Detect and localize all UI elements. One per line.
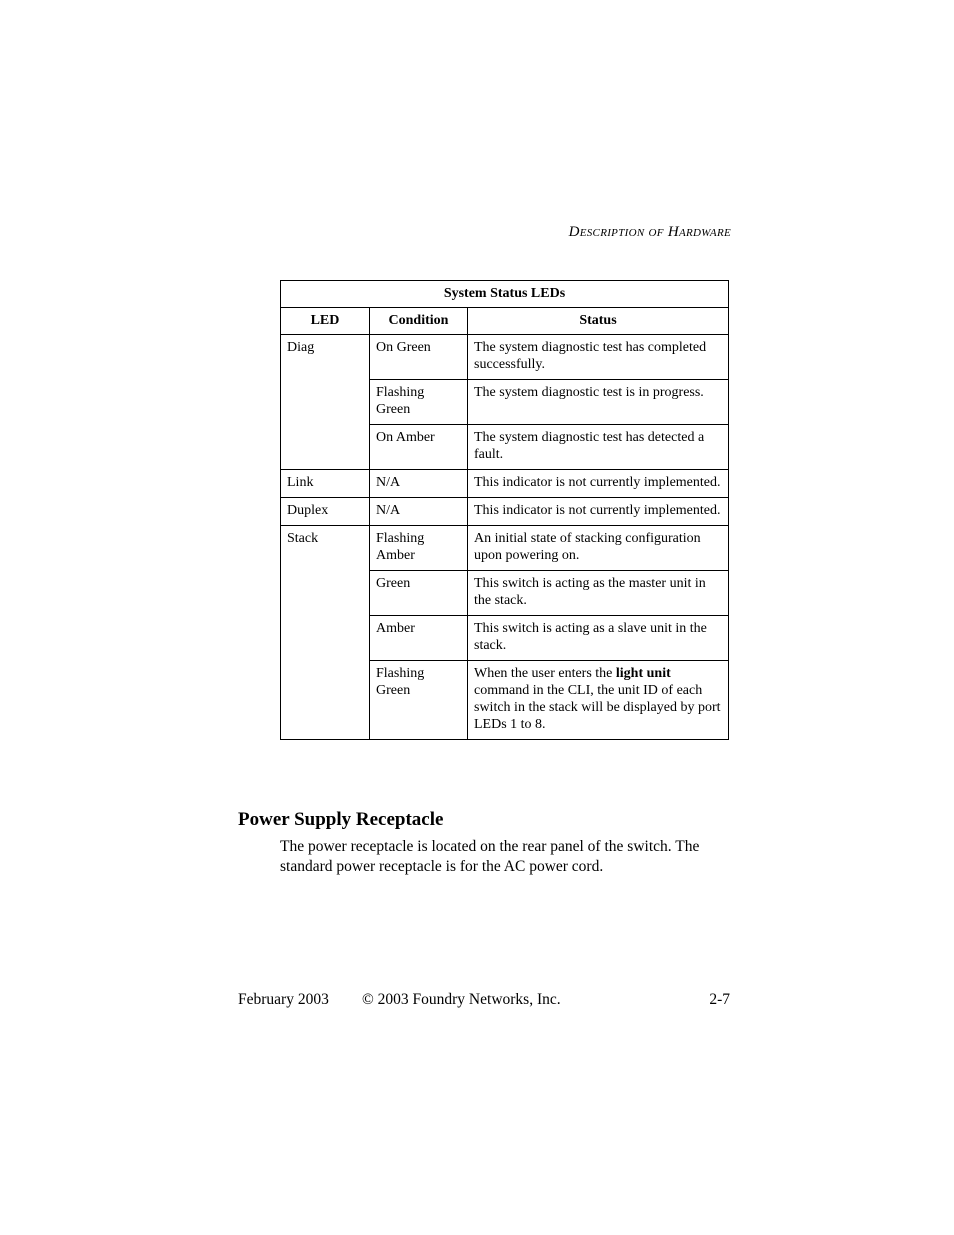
running-head: Description of Hardware [568, 224, 731, 240]
header-status: Status [468, 308, 729, 335]
condition-cell: On Green [370, 335, 468, 380]
table-row [281, 526, 729, 571]
status-cell: The system diagnostic test has completed successfully. [468, 335, 729, 380]
status-cell: This switch is acting as the master unit in the stack. [468, 571, 729, 616]
condition-cell: Flashing Green [370, 380, 468, 425]
header-condition: Condition [370, 308, 468, 335]
condition-cell: On Amber [370, 425, 468, 470]
led-cell [281, 616, 370, 661]
table-title-row [281, 281, 729, 308]
table-title: System Status LEDs [281, 281, 729, 308]
table-row [281, 498, 729, 526]
status-cell: This indicator is not currently implemented. [468, 470, 729, 498]
led-cell: Link [281, 470, 370, 498]
system-status-leds-table [280, 280, 729, 740]
led-cell: Diag [281, 335, 370, 380]
status-cell [468, 661, 729, 740]
table-row [281, 616, 729, 661]
condition-cell: Amber [370, 616, 468, 661]
led-cell [281, 425, 370, 470]
table-row [281, 661, 729, 740]
page-footer [238, 991, 730, 1011]
status-text-pre: When the user enters the [474, 666, 616, 681]
status-cell: The system diagnostic test is in progress. [468, 380, 729, 425]
status-text-post: command in the CLI, the unit ID of each switch in the stack will be displayed by port LEDs 1 to 8. [474, 683, 721, 732]
table-row [281, 335, 729, 380]
footer-copyright: © 2003 Foundry Networks, Inc. [362, 991, 561, 1008]
condition-cell: N/A [370, 470, 468, 498]
led-cell: Duplex [281, 498, 370, 526]
table-row [281, 571, 729, 616]
table-row [281, 425, 729, 470]
command-name: light unit [615, 666, 671, 681]
condition-cell: Flashing Amber [370, 526, 468, 571]
condition-cell: N/A [370, 498, 468, 526]
status-cell: The system diagnostic test has detected a fault. [468, 425, 729, 470]
page-number: 2-7 [709, 991, 730, 1008]
table-header-row [281, 308, 729, 335]
led-cell: Stack [281, 526, 370, 571]
status-cell: This switch is acting as a slave unit in the stack. [468, 616, 729, 661]
led-cell [281, 380, 370, 425]
status-cell: This indicator is not currently implemented. [468, 498, 729, 526]
table-row [281, 470, 729, 498]
footer-date: February 2003 [238, 991, 329, 1008]
condition-cell: Flashing Green [370, 661, 468, 740]
section-heading: Power Supply Receptacle [238, 809, 444, 830]
section-body: The power receptacle is located on the rear panel of the switch. The standard power receptacle is for the AC power cord. [280, 838, 700, 875]
status-cell: An initial state of stacking configuration upon powering on. [468, 526, 729, 571]
led-cell [281, 571, 370, 616]
led-cell [281, 661, 370, 740]
table-row [281, 380, 729, 425]
condition-cell: Green [370, 571, 468, 616]
header-led: LED [281, 308, 370, 335]
